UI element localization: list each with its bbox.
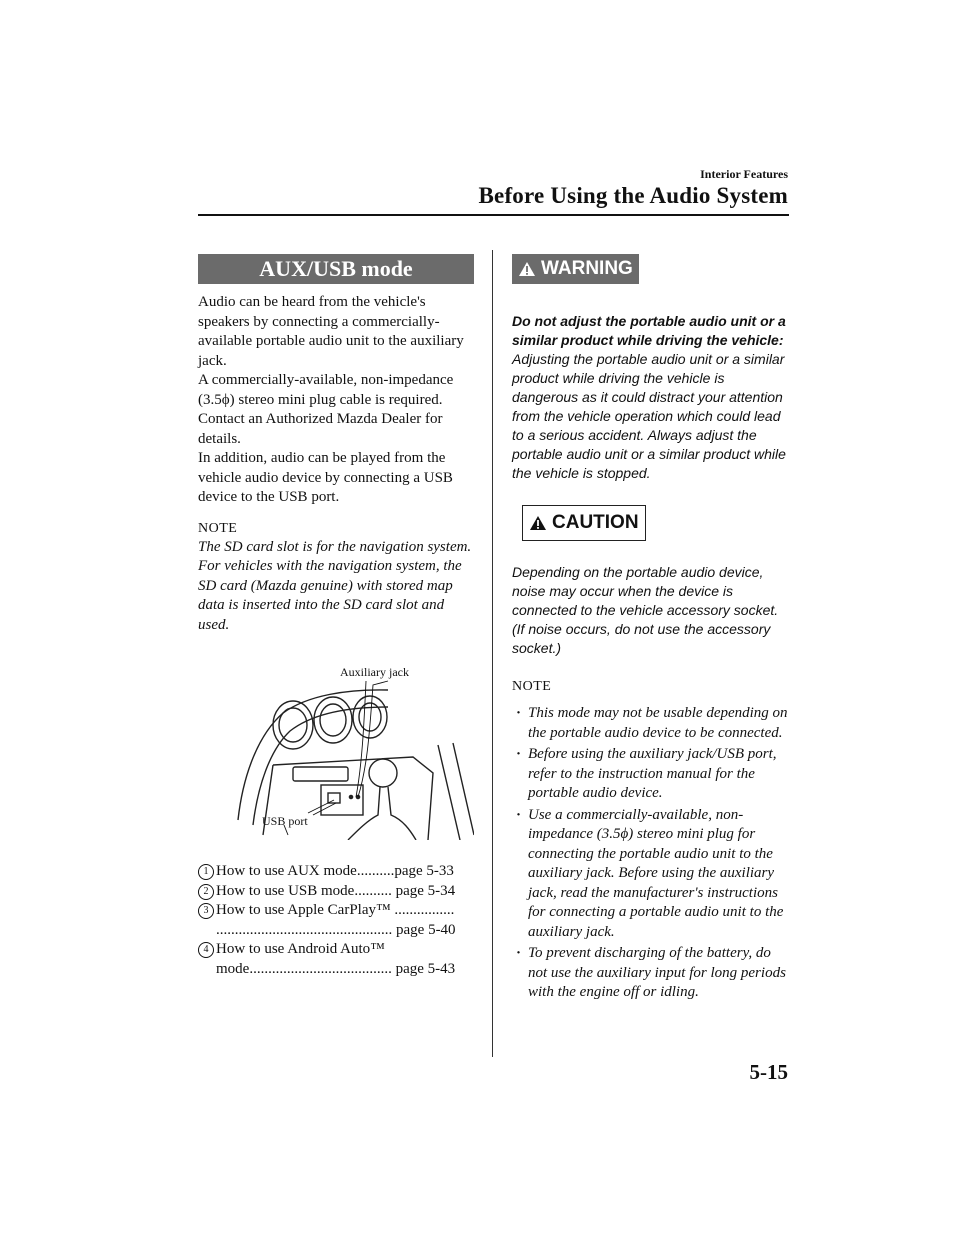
warning-label: WARNING bbox=[541, 258, 633, 279]
xref-continuation: ............................................... page 5-40 bbox=[216, 921, 456, 938]
note-heading: NOTE bbox=[512, 679, 552, 694]
left-column bbox=[198, 254, 474, 979]
xref-continuation: mode...................................... page 5-43 bbox=[216, 960, 456, 977]
section-banner: AUX/USB mode bbox=[198, 254, 474, 284]
caution-triangle-icon bbox=[529, 515, 547, 531]
column-divider bbox=[492, 250, 493, 1057]
xref-text: How to use Android Auto™ bbox=[216, 941, 385, 957]
note-body: The SD card slot is for the navigation system. For vehicles with the navigation system, the SD card (Mazda genuine) with stored map data is inserted into the SD card slot and used. bbox=[198, 538, 472, 633]
note-bullets bbox=[512, 704, 789, 1003]
header-title: Before Using the Audio System bbox=[478, 183, 788, 208]
console-figure bbox=[198, 665, 474, 840]
caution-label: CAUTION bbox=[552, 512, 639, 533]
xref-number: 2 bbox=[198, 884, 214, 900]
right-column bbox=[512, 254, 789, 1003]
header-section: Interior Features bbox=[700, 167, 788, 181]
intro-paragraph-2: A commercially-available, non-impedance (3.5ϕ) stereo mini plug cable is required. Contact an Authorized Mazda Dealer for details. bbox=[198, 372, 454, 447]
xref-number: 3 bbox=[198, 903, 214, 919]
caution-badge bbox=[522, 505, 646, 541]
xref-item bbox=[198, 940, 474, 979]
xref-number: 4 bbox=[198, 942, 214, 958]
figure-label-usb-port: USB port bbox=[262, 814, 308, 828]
page-number: 5-15 bbox=[749, 1060, 788, 1084]
note-bullet: · This mode may not be usable depending on the portable audio device to be connected. bbox=[512, 704, 789, 743]
warning-text bbox=[512, 312, 789, 483]
note-bullet: · Before using the auxiliary jack/USB port, refer to the instruction manual for the portable audio device. bbox=[512, 745, 789, 804]
caution-body: Depending on the portable audio device, noise may occur when the device is connected to the vehicle accessory socket. (If noise occurs, do not use the accessory socket.) bbox=[512, 564, 779, 656]
xref-list bbox=[198, 862, 474, 979]
intro-paragraph-3: In addition, audio can be played from the vehicle audio device by connecting a USB device to the USB port. bbox=[198, 450, 453, 505]
warning-badge bbox=[512, 254, 639, 284]
header-rule bbox=[198, 214, 789, 216]
xref-item bbox=[198, 882, 474, 902]
warning-lead: Do not adjust the portable audio unit or a similar product while driving the vehicle: bbox=[512, 313, 786, 348]
xref-item bbox=[198, 901, 474, 940]
xref-item bbox=[198, 862, 474, 882]
note-bullet: · Use a commercially-available, non-impedance (3.5ϕ) stereo mini plug for connecting the portable audio unit to the auxiliary jack. Before using the auxiliary jack, read the manufacturer's instructions for connecting a portable audio unit to the auxiliary jack. bbox=[512, 806, 789, 943]
warning-triangle-icon bbox=[518, 261, 536, 277]
note-bullet: · To prevent discharging of the battery, do not use the auxiliary input for long periods with the engine off or idling. bbox=[512, 944, 789, 1003]
xref-number: 1 bbox=[198, 864, 214, 880]
figure-label-auxiliary-jack: Auxiliary jack bbox=[340, 665, 409, 679]
note-heading: NOTE bbox=[198, 520, 238, 536]
intro-paragraph-1: Audio can be heard from the vehicle's speakers by connecting a commercially-available portable audio unit to the auxiliary jack. bbox=[198, 294, 464, 369]
xref-text: How to use AUX mode..........page 5-33 bbox=[216, 863, 454, 879]
xref-text: How to use Apple CarPlay™ ................ bbox=[216, 902, 455, 918]
console-illustration bbox=[198, 665, 474, 840]
xref-text: How to use USB mode.......... page 5-34 bbox=[216, 882, 456, 899]
warning-body: Adjusting the portable audio unit or a similar product while driving the vehicle is dangerous as it could distract your attention from the vehicle operation which could lead to a serious accident. Always adjust the portable audio unit or a similar product while the vehicle is stopped. bbox=[512, 351, 786, 481]
